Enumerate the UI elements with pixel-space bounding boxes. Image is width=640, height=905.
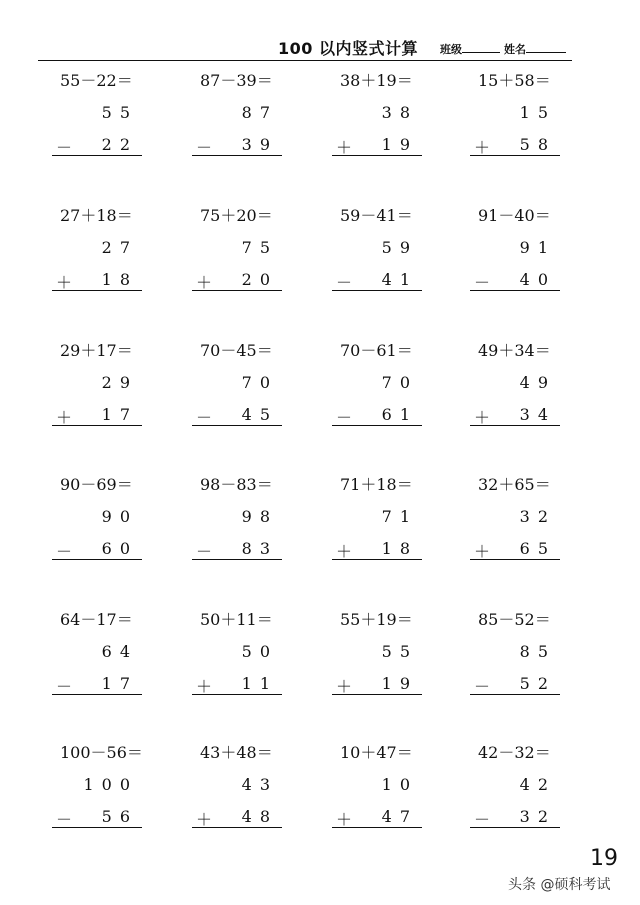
problem-5 xyxy=(52,197,172,327)
answer-line xyxy=(332,155,422,156)
top-number: 29 xyxy=(101,373,138,392)
top-number: 43 xyxy=(241,775,278,794)
problem-7 xyxy=(332,197,452,327)
answer-line xyxy=(470,827,560,828)
top-number: 32 xyxy=(519,507,556,526)
bottom-number: 22 xyxy=(101,135,138,154)
bottom-number: 20 xyxy=(241,270,278,289)
top-number: 90 xyxy=(101,507,138,526)
problem-2 xyxy=(192,62,312,192)
bottom-number: 83 xyxy=(241,539,278,558)
bottom-number: 61 xyxy=(381,405,418,424)
answer-line xyxy=(192,155,282,156)
operator: ＋ xyxy=(196,273,213,292)
answer-line xyxy=(470,290,560,291)
equation-text: 75＋20＝ xyxy=(200,206,273,225)
top-number: 64 xyxy=(101,642,138,661)
equation-text: 70－45＝ xyxy=(200,341,273,360)
operator: ＋ xyxy=(56,273,73,292)
problem-23 xyxy=(332,734,452,864)
problem-4 xyxy=(470,62,590,192)
class-blank xyxy=(462,42,500,53)
answer-line xyxy=(52,155,142,156)
equation-text: 50＋11＝ xyxy=(200,610,273,629)
problem-3 xyxy=(332,62,452,192)
problem-9 xyxy=(52,332,172,462)
name-blank xyxy=(526,42,566,53)
top-number: 55 xyxy=(101,103,138,122)
operator: － xyxy=(196,542,213,561)
operator: － xyxy=(56,542,73,561)
class-label: 班级 xyxy=(440,43,462,56)
answer-line xyxy=(332,425,422,426)
answer-line xyxy=(52,425,142,426)
equation-text: 55－22＝ xyxy=(60,71,133,90)
equation-text: 100－56＝ xyxy=(60,743,143,762)
operator: － xyxy=(474,810,491,829)
problem-18 xyxy=(192,601,312,731)
problem-21 xyxy=(52,734,172,864)
top-number: 15 xyxy=(519,103,556,122)
answer-line xyxy=(192,425,282,426)
equation-text: 32＋65＝ xyxy=(478,475,551,494)
answer-line xyxy=(192,694,282,695)
answer-line xyxy=(470,155,560,156)
top-number: 59 xyxy=(381,238,418,257)
operator: － xyxy=(336,273,353,292)
answer-line xyxy=(332,827,422,828)
problem-8 xyxy=(470,197,590,327)
bottom-number: 19 xyxy=(381,674,418,693)
operator: ＋ xyxy=(474,408,491,427)
answer-line xyxy=(52,694,142,695)
operator: － xyxy=(196,138,213,157)
problem-22 xyxy=(192,734,312,864)
problem-17 xyxy=(52,601,172,731)
equation-text: 15＋58＝ xyxy=(478,71,551,90)
operator: － xyxy=(336,408,353,427)
bottom-number: 40 xyxy=(519,270,556,289)
problem-16 xyxy=(470,466,590,596)
top-number: 49 xyxy=(519,373,556,392)
bottom-number: 19 xyxy=(381,135,418,154)
top-number: 98 xyxy=(241,507,278,526)
name-field xyxy=(504,41,566,57)
bottom-number: 17 xyxy=(101,405,138,424)
equation-text: 85－52＝ xyxy=(478,610,551,629)
equation-text: 70－61＝ xyxy=(340,341,413,360)
problem-1 xyxy=(52,62,172,192)
operator: ＋ xyxy=(196,677,213,696)
equation-text: 90－69＝ xyxy=(60,475,133,494)
top-number: 50 xyxy=(241,642,278,661)
top-number: 85 xyxy=(519,642,556,661)
equation-text: 43＋48＝ xyxy=(200,743,273,762)
operator: ＋ xyxy=(196,810,213,829)
equation-text: 71＋18＝ xyxy=(340,475,413,494)
top-number: 42 xyxy=(519,775,556,794)
problem-14 xyxy=(192,466,312,596)
worksheet-title: 100 以内竖式计算 xyxy=(278,39,418,58)
top-number: 70 xyxy=(381,373,418,392)
operator: ＋ xyxy=(474,138,491,157)
operator: ＋ xyxy=(336,542,353,561)
answer-line xyxy=(192,827,282,828)
bottom-number: 39 xyxy=(241,135,278,154)
answer-line xyxy=(192,559,282,560)
bottom-number: 11 xyxy=(241,674,278,693)
equation-text: 87－39＝ xyxy=(200,71,273,90)
bottom-number: 60 xyxy=(101,539,138,558)
operator: － xyxy=(56,810,73,829)
top-number: 75 xyxy=(241,238,278,257)
top-number: 10 xyxy=(381,775,418,794)
header-rule xyxy=(38,60,572,61)
bottom-number: 45 xyxy=(241,405,278,424)
equation-text: 29＋17＝ xyxy=(60,341,133,360)
problem-20 xyxy=(470,601,590,731)
bottom-number: 65 xyxy=(519,539,556,558)
problem-10 xyxy=(192,332,312,462)
bottom-number: 47 xyxy=(381,807,418,826)
name-label: 姓名 xyxy=(504,43,526,56)
problem-6 xyxy=(192,197,312,327)
equation-text: 38＋19＝ xyxy=(340,71,413,90)
answer-line xyxy=(470,425,560,426)
problem-11 xyxy=(332,332,452,462)
top-number: 100 xyxy=(83,775,138,794)
answer-line xyxy=(470,559,560,560)
operator: ＋ xyxy=(56,408,73,427)
bottom-number: 32 xyxy=(519,807,556,826)
operator: ＋ xyxy=(336,677,353,696)
answer-line xyxy=(52,290,142,291)
bottom-number: 48 xyxy=(241,807,278,826)
answer-line xyxy=(470,694,560,695)
operator: ＋ xyxy=(336,810,353,829)
worksheet-header xyxy=(0,34,640,62)
bottom-number: 17 xyxy=(101,674,138,693)
watermark: 头条 @硕科考试 xyxy=(508,877,611,893)
operator: ＋ xyxy=(336,138,353,157)
operator: － xyxy=(56,138,73,157)
problem-19 xyxy=(332,601,452,731)
class-field xyxy=(440,41,500,57)
problem-13 xyxy=(52,466,172,596)
top-number: 55 xyxy=(381,642,418,661)
problem-12 xyxy=(470,332,590,462)
bottom-number: 18 xyxy=(381,539,418,558)
top-number: 38 xyxy=(381,103,418,122)
top-number: 70 xyxy=(241,373,278,392)
equation-text: 10＋47＝ xyxy=(340,743,413,762)
bottom-number: 34 xyxy=(519,405,556,424)
equation-text: 98－83＝ xyxy=(200,475,273,494)
answer-line xyxy=(332,290,422,291)
answer-line xyxy=(52,559,142,560)
equation-text: 49＋34＝ xyxy=(478,341,551,360)
answer-line xyxy=(332,559,422,560)
answer-line xyxy=(332,694,422,695)
equation-text: 42－32＝ xyxy=(478,743,551,762)
equation-text: 91－40＝ xyxy=(478,206,551,225)
top-number: 71 xyxy=(381,507,418,526)
equation-text: 27＋18＝ xyxy=(60,206,133,225)
top-number: 91 xyxy=(519,238,556,257)
bottom-number: 18 xyxy=(101,270,138,289)
answer-line xyxy=(192,290,282,291)
operator: － xyxy=(196,408,213,427)
top-number: 87 xyxy=(241,103,278,122)
bottom-number: 52 xyxy=(519,674,556,693)
operator: － xyxy=(56,677,73,696)
bottom-number: 56 xyxy=(101,807,138,826)
equation-text: 59－41＝ xyxy=(340,206,413,225)
answer-line xyxy=(52,827,142,828)
operator: － xyxy=(474,273,491,292)
top-number: 27 xyxy=(101,238,138,257)
operator: － xyxy=(474,677,491,696)
equation-text: 55＋19＝ xyxy=(340,610,413,629)
operator: ＋ xyxy=(474,542,491,561)
problem-24 xyxy=(470,734,590,864)
problem-15 xyxy=(332,466,452,596)
page-number: 19 xyxy=(590,846,618,871)
bottom-number: 41 xyxy=(381,270,418,289)
equation-text: 64－17＝ xyxy=(60,610,133,629)
bottom-number: 58 xyxy=(519,135,556,154)
